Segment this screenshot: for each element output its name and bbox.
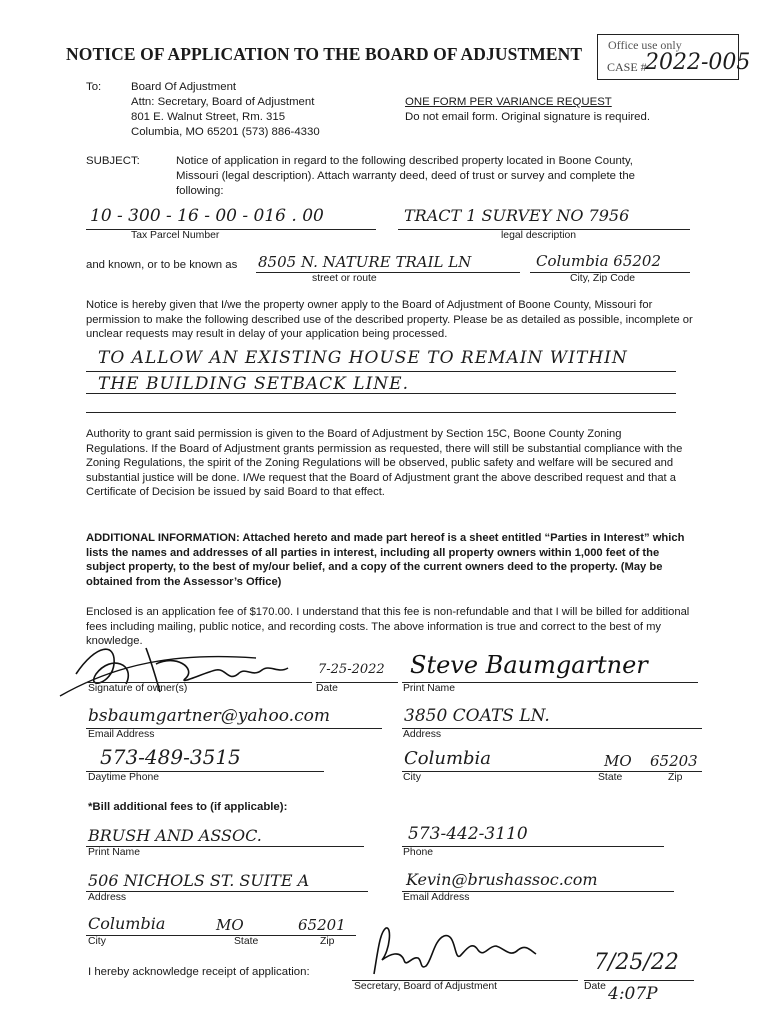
owner-city-value: Columbia xyxy=(404,748,492,769)
owner-city-line xyxy=(402,771,702,772)
tax-parcel-value: 10 - 300 - 16 - 00 - 016 . 00 xyxy=(90,206,324,226)
request-rule-2 xyxy=(86,393,676,394)
enclosed-paragraph: Enclosed is an application fee of $170.00. I understand that this fee is non-refundable and that I will be billed for additional fees including mailing, public notice, and recording costs. The above information is true and correct to the best of my knowledge. xyxy=(86,606,690,648)
office-use-label: Office use only xyxy=(608,38,682,52)
owner-address-value: 3850 COATS LN. xyxy=(404,706,550,726)
request-line-1: TO ALLOW AN EXISTING HOUSE TO REMAIN WITHIN xyxy=(98,348,628,368)
variance-notice-sub: Do not email form. Original signature is required. xyxy=(405,111,651,123)
bill-city-value: Columbia xyxy=(88,914,166,933)
bill-state-label: State xyxy=(234,936,259,947)
owner-zip-value: 65203 xyxy=(650,752,698,770)
case-number: 2022-005 xyxy=(645,50,751,75)
owner-date-value: 7-25-2022 xyxy=(318,662,385,677)
street-label: street or route xyxy=(312,273,377,284)
bill-email-value: Kevin@brushassoc.com xyxy=(406,870,598,889)
owner-address-label: Address xyxy=(403,729,442,740)
variance-notice-title: ONE FORM PER VARIANCE REQUEST xyxy=(405,96,612,108)
bill-zip-label: Zip xyxy=(320,936,335,947)
form-title: NOTICE OF APPLICATION TO THE BOARD OF ADJUSTMENT xyxy=(66,44,583,64)
bill-heading: *Bill additional fees to (if applicable): xyxy=(88,801,288,813)
legal-description-value: TRACT 1 SURVEY NO 7956 xyxy=(404,206,630,225)
subject-label: SUBJECT: xyxy=(86,155,140,167)
owner-print-name-label: Print Name xyxy=(403,683,455,694)
request-rule-3 xyxy=(86,412,676,413)
receipt-text: I hereby acknowledge receipt of application: xyxy=(88,966,310,978)
owner-email-label: Email Address xyxy=(88,729,155,740)
to-line-1: Board Of Adjustment xyxy=(131,81,237,93)
owner-address-line xyxy=(402,728,702,729)
request-rule-1 xyxy=(86,371,676,372)
bill-address-label: Address xyxy=(88,892,127,903)
street-value: 8505 N. NATURE TRAIL LN xyxy=(258,253,472,271)
legal-description-label: legal description xyxy=(501,230,577,241)
bill-phone-label: Phone xyxy=(403,847,434,858)
bill-state-value: MO xyxy=(216,916,244,934)
bill-address-value: 506 NICHOLS ST. SUITE A xyxy=(88,871,310,890)
additional-information: ADDITIONAL INFORMATION: Attached hereto and made part hereof is a sheet entitled “Parties in Interest” which lists the names and addresses of all parties in interest, including all property owners within 1,000 feet of the subject property, to the best of my/our belief, and a copy of the current owners deed to the property. (May be obtained from the Assessor’s Office) xyxy=(86,532,685,588)
owner-zip-label: Zip xyxy=(668,772,683,783)
owner-signature-label: Signature of owner(s) xyxy=(88,683,188,694)
known-as-label: and known, or to be known as xyxy=(86,259,238,271)
bill-phone-value: 573-442-3110 xyxy=(408,824,528,844)
receipt-date-label: Date xyxy=(584,981,606,992)
to-line-2: Attn: Secretary, Board of Adjustment xyxy=(131,96,315,108)
property-city-label: City, Zip Code xyxy=(570,273,636,284)
tax-parcel-label: Tax Parcel Number xyxy=(131,230,220,241)
authority-paragraph: Authority to grant said permission is given to the Board of Adjustment by Section 15C, Boone County Zoning Regulations. If the Board of Adjustment grants permission as requested, there will still be substantial compliance with the Zoning Regulations, the spirit of the Zoning Regulations will be observed, public safety and welfare will be secured and substantial justice will be done. I/We request that the Board of Adjustment grant the above described request and that a Certificate of Decision be issued by said Board to that effect. xyxy=(86,428,683,499)
receipt-time-value: 4:07P xyxy=(608,984,658,1004)
owner-print-name-value: Steve Baumgartner xyxy=(410,651,648,679)
owner-email-value: bsbaumgartner@yahoo.com xyxy=(88,706,330,726)
to-label: To: xyxy=(86,81,102,93)
notice-paragraph: Notice is hereby given that I/we the property owner apply to the Board of Adjustment of Boone County, Missouri for permission to make the following described use of the described property. Please be as detailed as possible, incomplete or unclear requests may result in delay of your application being processed. xyxy=(86,299,693,341)
bill-city-line xyxy=(86,935,356,936)
receipt-date-value: 7/25/22 xyxy=(594,950,679,975)
secretary-signature-image xyxy=(360,920,570,982)
bill-email-label: Email Address xyxy=(403,892,470,903)
bill-zip-value: 65201 xyxy=(298,916,346,934)
to-line-3: 801 E. Walnut Street, Rm. 315 xyxy=(131,111,286,123)
bill-city-label: City xyxy=(88,936,106,947)
request-line-2: THE BUILDING SETBACK LINE. xyxy=(98,374,409,394)
bill-phone-line xyxy=(402,846,664,847)
secretary-label: Secretary, Board of Adjustment xyxy=(354,981,498,992)
owner-state-value: MO xyxy=(604,752,632,770)
owner-city-label: City xyxy=(403,772,421,783)
case-label: CASE # xyxy=(607,60,647,74)
street-line xyxy=(256,272,520,273)
subject-text: Notice of application in regard to the following described property located in Boone County, Missouri (legal description). Attach warranty deed, deed of trust or survey and complete the following: xyxy=(176,155,636,197)
to-line-4: Columbia, MO 65201 (573) 886-4330 xyxy=(131,126,320,138)
owner-phone-value: 573-489-3515 xyxy=(100,745,241,769)
tax-parcel-line xyxy=(86,229,376,230)
bill-name-value: BRUSH AND ASSOC. xyxy=(88,826,262,845)
bill-name-label: Print Name xyxy=(88,847,140,858)
owner-date-label: Date xyxy=(316,683,338,694)
bill-address-line xyxy=(86,891,368,892)
owner-phone-label: Daytime Phone xyxy=(88,772,160,783)
property-city-value: Columbia 65202 xyxy=(536,252,662,270)
owner-state-label: State xyxy=(598,772,623,783)
